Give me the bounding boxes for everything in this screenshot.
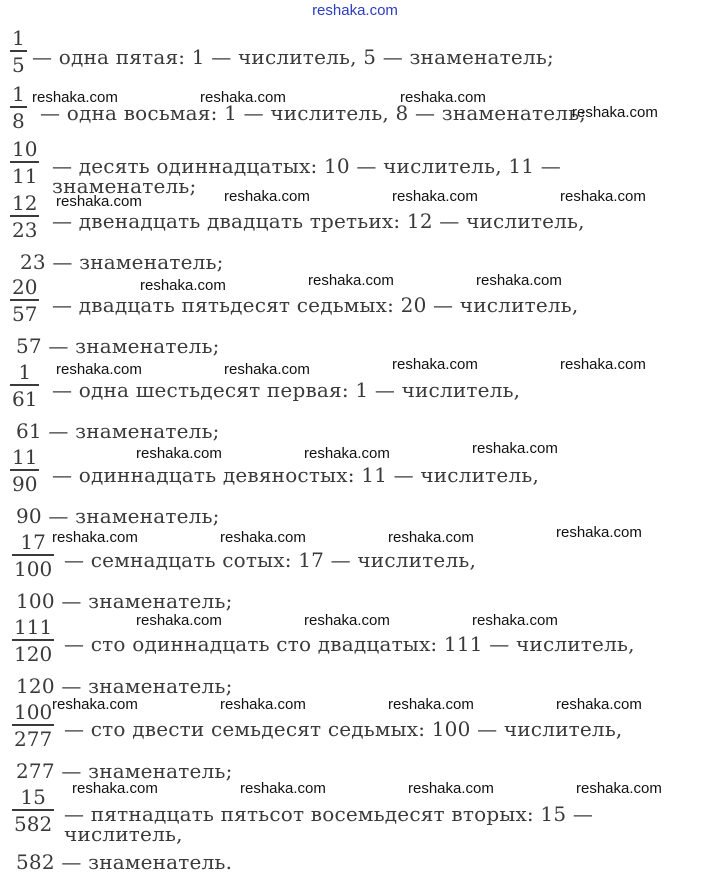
denominator: 277: [14, 726, 53, 751]
fraction-20-57: [10, 277, 39, 324]
fraction-bar: [10, 384, 39, 386]
watermark: reshaka.com: [476, 272, 562, 289]
denominator: 23: [12, 217, 38, 242]
numerator: 100: [14, 700, 53, 724]
entry-continuation: 120 — знаменатель;: [16, 674, 233, 698]
watermark: reshaka.com: [308, 272, 394, 289]
watermark: reshaka.com: [72, 780, 158, 797]
fraction-bar: [10, 299, 39, 301]
watermark: reshaka.com: [392, 356, 478, 373]
entry-continuation: 277 — знаменатель;: [16, 759, 233, 783]
entry-text: — двадцать пятьдесят седьмых: 20 — числитель,: [52, 293, 579, 317]
entry-continuation: 61 — знаменатель;: [16, 419, 220, 443]
watermark: reshaka.com: [472, 612, 558, 629]
entry-continuation: 90 — знаменатель;: [16, 504, 220, 528]
entry-text: — одна пятая: 1 — числитель, 5 — знаменатель;: [32, 45, 554, 69]
watermark: reshaka.com: [556, 524, 642, 541]
numerator: 111: [14, 615, 53, 639]
watermark: reshaka.com: [472, 440, 558, 457]
watermark: reshaka.com: [556, 696, 642, 713]
fraction-bar: [10, 106, 27, 108]
watermark: reshaka.com: [560, 188, 646, 205]
watermark: reshaka.com: [576, 780, 662, 797]
watermark: reshaka.com: [304, 445, 390, 462]
denominator: 8: [12, 108, 25, 133]
numerator: 1: [12, 26, 25, 50]
entry-continuation: 57 — знаменатель;: [16, 334, 220, 358]
watermark: reshaka.com: [572, 104, 658, 121]
entry-text: — десять одиннадцатых: 10 — числитель, 11 — знаменатель;: [52, 154, 561, 198]
fraction-bar: [12, 639, 54, 641]
entry-text: — семнадцать сотых: 17 — числитель,: [64, 548, 477, 572]
watermark: reshaka.com: [224, 188, 310, 205]
numerator: 10: [12, 137, 38, 161]
numerator: 17: [20, 530, 46, 554]
fraction-1-8: [10, 84, 27, 131]
watermark: reshaka.com: [56, 193, 142, 210]
denominator: 57: [12, 301, 38, 326]
entry-text: — сто двести семьдесят седьмых: 100 — числитель,: [64, 717, 623, 741]
watermark: reshaka.com: [408, 780, 494, 797]
fraction-15-582: [12, 787, 54, 834]
denominator: 61: [12, 386, 38, 411]
entry-continuation: 23 — знаменатель;: [20, 250, 224, 274]
fraction-bar: [10, 161, 39, 163]
watermark: reshaka.com: [240, 780, 326, 797]
watermark: reshaka.com: [52, 529, 138, 546]
fraction-1-5: [10, 28, 27, 75]
watermark: reshaka.com: [140, 277, 226, 294]
entry-text: — пятнадцать пятьсот восемьдесят вторых: 15 — числитель,: [64, 802, 594, 846]
numerator: 1: [18, 360, 32, 384]
numerator: 11: [12, 445, 38, 469]
denominator: 90: [12, 471, 38, 496]
entry-text: — одна восьмая: 1 — числитель, 8 — знаменатель;: [40, 101, 587, 125]
watermark: reshaka.com: [52, 696, 138, 713]
watermark: reshaka.com: [560, 356, 646, 373]
watermark: reshaka.com: [32, 89, 118, 106]
numerator: 1: [12, 82, 25, 106]
watermark: reshaka.com: [388, 696, 474, 713]
denominator: 120: [14, 641, 53, 666]
watermark: reshaka.com: [56, 361, 142, 378]
fraction-1-61: [10, 362, 39, 409]
entry-continuation: 582 — знаменатель.: [16, 850, 233, 874]
watermark: reshaka.com: [400, 89, 486, 106]
fraction-bar: [12, 724, 54, 726]
fraction-bar: [12, 809, 54, 811]
fraction-11-90: [10, 447, 39, 494]
watermark: reshaka.com: [220, 529, 306, 546]
fraction-bar: [10, 50, 27, 52]
entry-text: — одиннадцать девяностых: 11 — числитель,: [52, 463, 539, 487]
site-title[interactable]: reshaka.com: [312, 2, 398, 19]
watermark: reshaka.com: [136, 445, 222, 462]
entry-text: — одна шестьдесят первая: 1 — числитель,: [52, 378, 521, 402]
fraction-12-23: [10, 193, 39, 240]
denominator: 582: [14, 811, 53, 836]
watermark: reshaka.com: [220, 696, 306, 713]
fraction-bar: [10, 215, 39, 217]
watermark: reshaka.com: [136, 612, 222, 629]
fraction-bar: [10, 469, 39, 471]
entry-text: — двенадцать двадцать третьих: 12 — числитель,: [52, 209, 585, 233]
denominator: 100: [14, 556, 53, 581]
denominator: 5: [12, 52, 25, 77]
numerator: 20: [12, 275, 38, 299]
watermark: reshaka.com: [224, 361, 310, 378]
numerator: 12: [12, 191, 38, 215]
denominator: 11: [12, 163, 38, 188]
numerator: 15: [20, 785, 46, 809]
fraction-111-120: [12, 617, 54, 664]
fraction-10-11: [10, 139, 39, 186]
watermark: reshaka.com: [304, 612, 390, 629]
fraction-100-277: [12, 702, 54, 749]
watermark: reshaka.com: [200, 89, 286, 106]
fraction-17-100: [12, 532, 54, 579]
entry-continuation: 100 — знаменатель;: [16, 589, 233, 613]
fraction-bar: [12, 554, 54, 556]
watermark: reshaka.com: [388, 529, 474, 546]
entry-text: — сто одиннадцать сто двадцатых: 111 — числитель,: [64, 632, 635, 656]
watermark: reshaka.com: [392, 188, 478, 205]
